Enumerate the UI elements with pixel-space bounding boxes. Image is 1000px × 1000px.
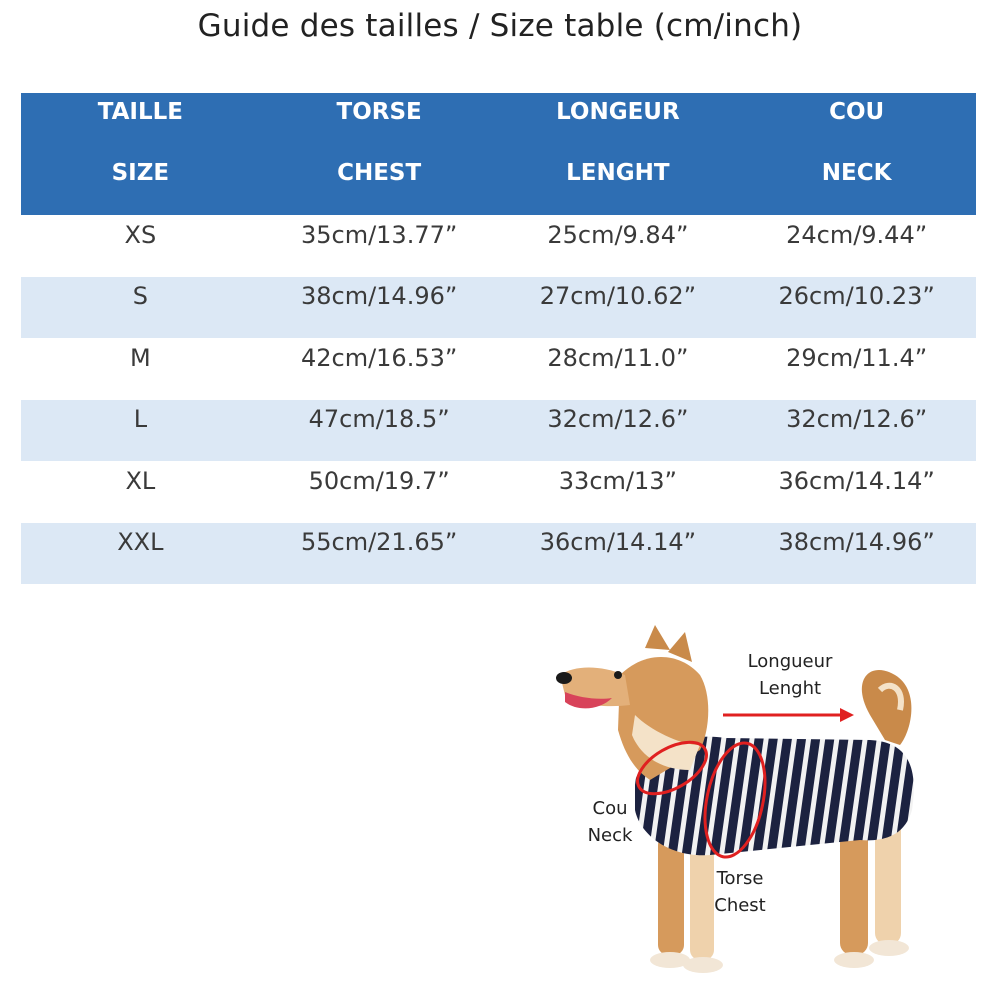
cell-length: 36cm/14.14” bbox=[539, 528, 697, 557]
cell-size: M bbox=[130, 343, 151, 372]
dog-paw bbox=[869, 940, 909, 956]
cell-neck: 38cm/14.96” bbox=[778, 528, 935, 557]
header-chest bbox=[260, 93, 499, 215]
table-row bbox=[21, 461, 976, 523]
dog-ear bbox=[645, 625, 670, 650]
cell-chest: 55cm/21.65” bbox=[300, 528, 458, 557]
neck-label bbox=[575, 795, 645, 849]
table-row bbox=[21, 338, 976, 400]
header-length bbox=[499, 93, 738, 215]
header-size-en: SIZE bbox=[111, 160, 170, 186]
neck-label-en: Neck bbox=[587, 825, 633, 846]
length-arrow-head bbox=[840, 708, 854, 722]
header-length-en: LENGHT bbox=[566, 160, 670, 186]
table-header bbox=[21, 93, 976, 215]
cell-length: 28cm/11.0” bbox=[547, 343, 689, 372]
header-neck-en: NECK bbox=[821, 160, 892, 186]
cell-neck: 36cm/14.14” bbox=[778, 466, 935, 495]
size-table bbox=[21, 93, 976, 584]
cell-size: L bbox=[133, 405, 148, 434]
cell-size: XL bbox=[125, 466, 156, 495]
cell-neck: 24cm/9.44” bbox=[786, 220, 928, 249]
dog-nose bbox=[556, 672, 572, 684]
chest-label-en: Chest bbox=[714, 895, 766, 916]
length-label-en: Lenght bbox=[758, 678, 822, 699]
cell-neck: 29cm/11.4” bbox=[786, 343, 928, 372]
cell-neck: 26cm/10.23” bbox=[778, 282, 935, 311]
cell-chest: 47cm/18.5” bbox=[308, 405, 450, 434]
dog-eye bbox=[614, 671, 622, 679]
cell-chest: 42cm/16.53” bbox=[300, 343, 458, 372]
cell-neck: 32cm/12.6” bbox=[786, 405, 928, 434]
length-label-fr: Longueur bbox=[747, 651, 833, 672]
cell-length: 33cm/13” bbox=[558, 466, 677, 495]
table-row bbox=[21, 523, 976, 585]
dog-paw bbox=[834, 952, 874, 968]
header-chest-en: CHEST bbox=[337, 160, 422, 186]
length-label bbox=[740, 648, 840, 702]
cell-chest: 50cm/19.7” bbox=[308, 466, 450, 495]
cell-size: S bbox=[132, 282, 148, 311]
dog-ear bbox=[668, 632, 692, 662]
header-size bbox=[21, 93, 260, 215]
header-neck bbox=[737, 93, 976, 215]
chest-label-fr: Torse bbox=[716, 868, 764, 889]
cell-chest: 35cm/13.77” bbox=[300, 220, 458, 249]
header-length-fr: LONGEUR bbox=[556, 99, 680, 125]
cell-length: 32cm/12.6” bbox=[547, 405, 689, 434]
cell-chest: 38cm/14.96” bbox=[300, 282, 458, 311]
dog-paw bbox=[683, 957, 723, 973]
chest-label bbox=[705, 865, 775, 919]
cell-length: 25cm/9.84” bbox=[547, 220, 689, 249]
neck-label-fr: Cou bbox=[592, 798, 628, 819]
cell-size: XS bbox=[124, 220, 157, 249]
header-chest-fr: TORSE bbox=[336, 99, 422, 125]
dog-tail bbox=[862, 670, 912, 745]
header-neck-fr: COU bbox=[829, 99, 885, 125]
table-row bbox=[21, 277, 976, 339]
cell-size: XXL bbox=[117, 528, 164, 557]
measurement-figure bbox=[540, 620, 980, 995]
dog-front-leg-left bbox=[658, 835, 684, 955]
table-row bbox=[21, 400, 976, 462]
header-size-fr: TAILLE bbox=[97, 99, 184, 125]
table-row bbox=[21, 215, 976, 277]
cell-length: 27cm/10.62” bbox=[539, 282, 697, 311]
page-title: Guide des tailles / Size table (cm/inch) bbox=[197, 8, 803, 44]
